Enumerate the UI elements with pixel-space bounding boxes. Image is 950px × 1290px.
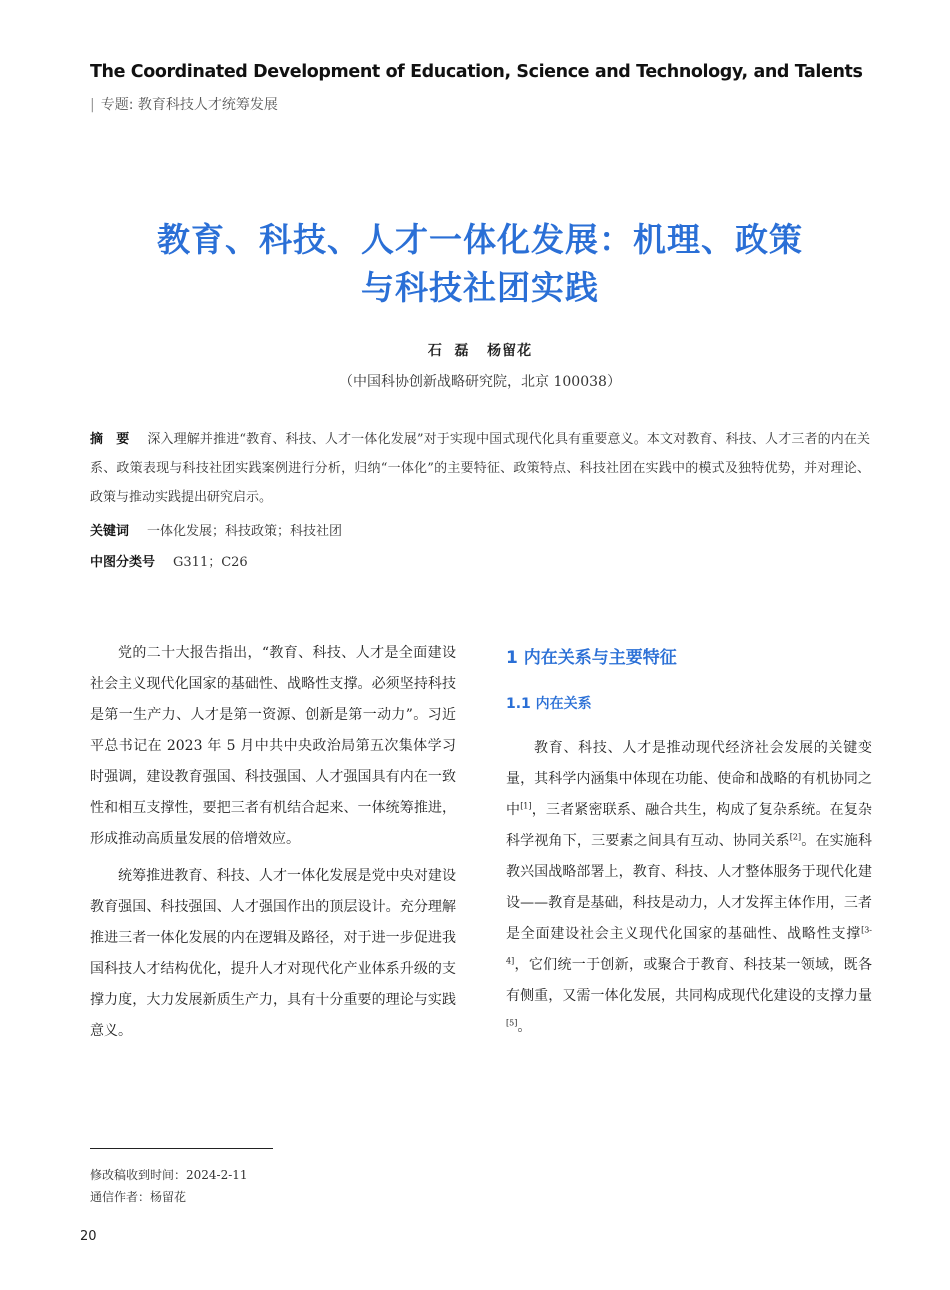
body-right-column [506, 733, 872, 1043]
keywords [90, 520, 342, 539]
section-label-text: 专题: 教育科技人才统筹发展 [100, 97, 278, 113]
body-paragraph: 统筹推进教育、科技、人才一体化发展是党中央对建设教育强国、科技强国、人才强国作出的顶层设计。充分理解推进三者一体化发展的内在逻辑及路径，对于进一步促进我国科技人才结构优化，提升人才对现代化产业体系升级的支撑力度，大力发展新质生产力，具有十分重要的理论与实践意义。 [90, 868, 456, 1039]
authors: 石 磊 杨留花 [427, 343, 533, 359]
section-heading-1-1: 1.1 内在关系 [506, 696, 592, 712]
classification-label: 中图分类号 [90, 555, 156, 570]
divider-bar: | [90, 97, 95, 113]
page-number: 20 [80, 1229, 97, 1244]
section-label [90, 94, 278, 114]
keywords-text: 一体化发展；科技政策；科技社团 [147, 524, 343, 539]
text-run: 。 [517, 1019, 532, 1035]
footnote-corresponding: 通信作者：杨留花 [90, 1190, 187, 1204]
body-left-column [90, 638, 456, 1047]
citation-ref[interactable]: [3-4] [506, 925, 872, 966]
text-run: 教育、科技、人才是推动现代经济社会发展的关键变量，其科学内涵集中体现在功能、使命和战略的有机协同之中 [506, 740, 872, 818]
classification-text: G311；C26 [173, 555, 248, 570]
footnote-received: 修改稿收到时间：2024-2-11 [90, 1168, 248, 1182]
article-title-line-2: 与科技社团实践 [361, 268, 599, 307]
citation-ref[interactable]: [5] [506, 1018, 518, 1028]
abstract-text: 深入理解并推进“教育、科技、人才一体化发展”对于实现中国式现代化具有重要意义。本文对教育、科技、人才三者的内在关系、政策表现与科技社团实践案例进行分析，归纳“一体化”的主要特征、政策特点、科技社团在实践中的模式及独特优势，并对理论、政策与推动实践提出研究启示。 [90, 432, 870, 505]
text-run: ，它们统一于创新，或聚合于教育、科技某一领域，既各有侧重，又需一体化发展，共同构成现代化建设的支撑力量 [506, 957, 872, 1004]
body-paragraph [506, 733, 872, 1043]
article-title-line-1: 教育、科技、人才一体化发展：机理、政策 [157, 220, 803, 259]
section-heading-1: 1 内在关系与主要特征 [506, 648, 677, 668]
abstract [90, 425, 870, 512]
journal-series-title: The Coordinated Development of Education, Science and Technology, and Talents [90, 62, 863, 82]
citation-ref[interactable]: [1] [520, 801, 532, 811]
text-run: 。在实施科教兴国战略部署上，教育、科技、人才整体服务于现代化建设——教育是基础，科技是动力，人才发挥主体作用，三者是全面建设社会主义现代化国家的基础性、战略性支撑 [506, 833, 873, 942]
body-paragraph: 党的二十大报告指出，“教育、科技、人才是全面建设社会主义现代化国家的基础性、战略性支撑。必须坚持科技是第一生产力、人才是第一资源、创新是第一动力”。习近平总书记在 2023 年 5 月中共中央政治局第五次集体学习时强调，建设教育强国、科技强国、人才强国具有内在一致性和相互支撑性，要把三者有机结合起来、一体统筹推进，形成推动高质量发展的倍增效应。 [90, 645, 456, 847]
footnote-rule [90, 1148, 273, 1149]
classification [90, 551, 248, 570]
keywords-label: 关键词 [90, 524, 130, 539]
affiliation: （中国科协创新战略研究院，北京 100038） [339, 374, 621, 390]
text-run: ，三者紧密联系、融合共生，构成了复杂系统。在复杂科学视角下，三要素之间具有互动、协同关系 [506, 802, 872, 849]
abstract-label: 摘 要 [90, 432, 130, 447]
citation-ref[interactable]: [2] [789, 832, 802, 842]
